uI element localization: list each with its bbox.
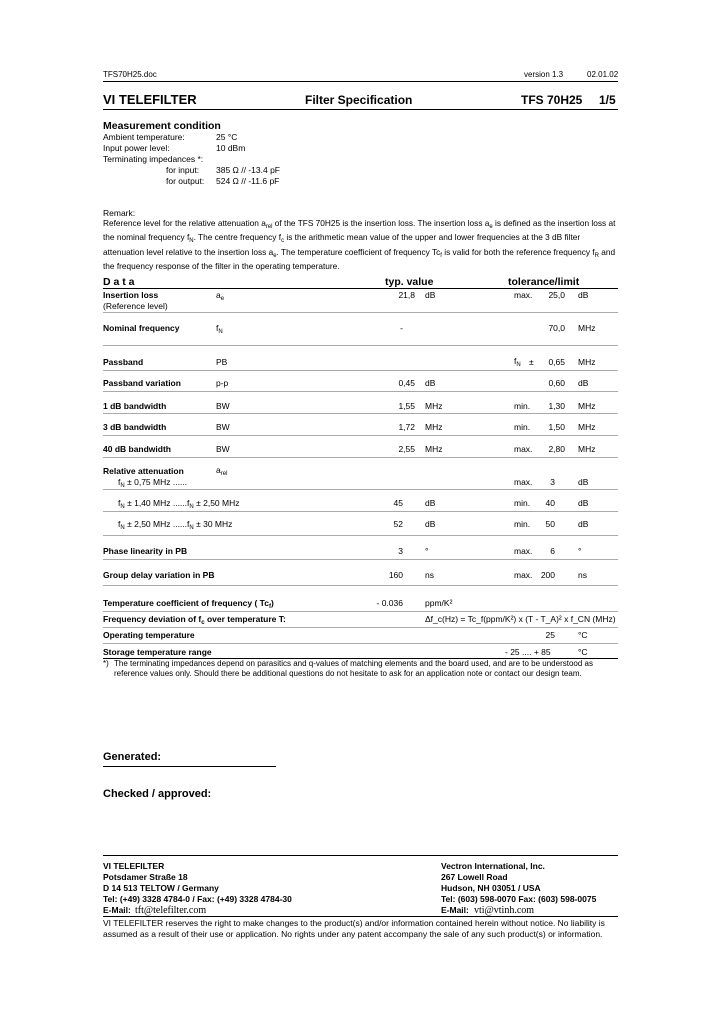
row-rule: [103, 611, 618, 612]
insertion-loss-label: Insertion loss: [103, 290, 159, 300]
passband-plusminus: ±: [529, 357, 534, 367]
remark-heading: Remark:: [103, 208, 136, 218]
footer-right-phone: Tel: (603) 598-0070 Fax: (603) 598-0075: [441, 894, 597, 904]
output-label: for output:: [166, 176, 205, 186]
bw40-lim: 2,80: [548, 444, 565, 454]
bw3-typ-unit: MHz: [425, 422, 443, 432]
passband-variation-typ-unit: dB: [425, 378, 436, 388]
phase-linearity-lim-unit: °: [578, 546, 582, 556]
row-rule: [103, 345, 618, 346]
rel-att-row-3-lim-pre: min.: [514, 519, 531, 529]
bw40-label: 40 dB bandwidth: [103, 444, 171, 454]
insertion-loss-typ: 21,8: [398, 290, 415, 300]
tempco-label: Temperature coefficient of frequency ( $Tc_f$): [103, 598, 274, 610]
version-label: version 1.3: [524, 70, 564, 79]
rel-att-row-1: $f_N \pm 0,75$ MHz ......: [118, 477, 188, 489]
passband-variation-symbol: p-p: [216, 378, 229, 388]
storage-temperature-lim: - 25 .... + 85: [505, 647, 551, 657]
bw3-label: 3 dB bandwidth: [103, 422, 167, 432]
row-rule: [103, 413, 618, 414]
power-label: Input power level:: [103, 143, 170, 153]
row-rule: [103, 585, 618, 586]
insertion-loss-symbol: $a_e$: [216, 290, 225, 302]
insertion-loss-lim-pre: max.: [514, 290, 533, 300]
rel-att-row-2-lim: 40: [545, 498, 555, 508]
bw1-label: 1 dB bandwidth: [103, 401, 167, 411]
operating-temperature-unit: °C: [578, 630, 588, 640]
group-delay-lim-pre: max.: [514, 570, 533, 580]
data-column-header: D a t a: [103, 276, 135, 288]
file-name: TFS70H25.doc: [103, 70, 157, 79]
rel-att-row-2-lim-unit: dB: [578, 498, 589, 508]
bw1-typ: 1,55: [398, 401, 415, 411]
footer-left-phone: Tel: (+49) 3328 4784-0 / Fax: (+49) 3328 4784-30: [103, 894, 292, 904]
rel-att-row-1-lim: 3: [550, 477, 555, 487]
footer-right-email-link[interactable]: vti@vtinh.com: [474, 905, 535, 916]
passband-lim: 0,65: [548, 357, 565, 367]
ambient-value: 25 °C: [216, 132, 238, 142]
row-rule: [103, 489, 618, 490]
footer-disclaimer: VI TELEFILTER reserves the right to make changes to the product(s) and/or information contained herein without notice. No liability is assumed as a result of their use or application. No rights under any patent accompany the sale of any such product(s) or information.: [103, 918, 605, 939]
generated-signature-line: [103, 766, 276, 767]
row-rule: [103, 559, 618, 560]
remark-text: Reference level for the relative attenuation $a_{rel}$ of the TFS 70H25 is the insertion loss. The insertion loss $a_e$ is defined as the insertion loss at the nominal frequency $f_N$. The centre frequency $f_c$ is the arithmetic mean value of the upper and lower frequencies at the 3 dB filter attenuation level relative to the insertion loss $a_e$. The temperature coefficient of frequency $Tc_f$ is valid for both the reference frequency $f_R$ and the frequency response of the filter in the operating temperature.: [103, 218, 616, 271]
rel-att-row-2-lim-pre: min.: [514, 498, 531, 508]
checked-label: Checked / approved:: [103, 788, 212, 800]
rel-att-row-1-lim-unit: dB: [578, 477, 589, 487]
bw1-lim: 1,30: [548, 401, 565, 411]
nominal-frequency-lim: 70,0: [548, 323, 565, 333]
phase-linearity-lim: 6: [550, 546, 555, 556]
bw1-lim-unit: MHz: [578, 401, 596, 411]
row-rule: [103, 627, 618, 628]
bw1-symbol: BW: [216, 401, 230, 411]
passband-variation-lim: 0,60: [548, 378, 565, 388]
generated-label: Generated:: [103, 751, 162, 763]
input-label: for input:: [166, 165, 200, 175]
doc-title: Filter Specification: [305, 93, 413, 107]
footer-right-company: Vectron International, Inc.: [441, 861, 545, 871]
group-delay-label: Group delay variation in PB: [103, 570, 215, 580]
rel-att-row-3-typ-unit: dB: [425, 519, 436, 529]
bw3-lim-pre: min.: [514, 422, 531, 432]
footer-left-company: VI TELEFILTER: [103, 861, 165, 871]
phase-linearity-typ-unit: °: [425, 546, 429, 556]
rel-att-row-3-typ: 52: [393, 519, 403, 529]
footer-bottom-rule: [103, 916, 618, 917]
phase-linearity-typ: 3: [398, 546, 403, 556]
bw3-typ: 1,72: [398, 422, 415, 432]
rel-att-row-2: $f_N \pm 1,40$ MHz $......f_N \pm 2,50$ MHz: [118, 498, 240, 510]
bw40-lim-unit: MHz: [578, 444, 596, 454]
footer-right-city: Hudson, NH 03051 / USA: [441, 883, 541, 893]
impedance-label: Terminating impedances *:: [103, 154, 204, 164]
nominal-frequency-symbol: $f_N$: [216, 323, 223, 335]
passband-variation-lim-unit: dB: [578, 378, 589, 388]
bw3-symbol: BW: [216, 422, 230, 432]
tempco-typ-unit: ppm/K²: [425, 598, 453, 608]
bw40-typ-unit: MHz: [425, 444, 443, 454]
passband-symbol: PB: [216, 357, 228, 367]
rel-att-row-1-lim-pre: max.: [514, 477, 533, 487]
footer-left-city: D 14 513 TELTOW / Germany: [103, 883, 219, 893]
footer-left-street: Potsdamer Straße 18: [103, 872, 188, 882]
bw40-lim-pre: max.: [514, 444, 533, 454]
passband-variation-typ: 0,45: [398, 378, 415, 388]
nominal-frequency-label: Nominal frequency: [103, 323, 180, 333]
footer-right-email-label: E-Mail:: [441, 905, 469, 915]
insertion-loss-typ-unit: dB: [425, 290, 436, 300]
rel-att-row-2-typ-unit: dB: [425, 498, 436, 508]
insertion-loss-sublabel: (Reference level): [103, 301, 168, 311]
rel-att-row-3: $f_N \pm 2,50$ MHz $......f_N \pm 30$ MHz: [118, 519, 233, 531]
bw3-lim-unit: MHz: [578, 422, 596, 432]
part-number: TFS 70H25: [521, 93, 583, 107]
group-delay-lim: 200: [540, 570, 555, 580]
operating-temperature-lim: 25: [545, 630, 555, 640]
typ-column-header: typ. value: [385, 276, 434, 288]
input-value: 385 Ω // -13.4 pF: [216, 165, 280, 175]
row-rule: [103, 312, 618, 313]
bw1-typ-unit: MHz: [425, 401, 443, 411]
bw40-typ: 2,55: [398, 444, 415, 454]
rel-att-row-3-lim-unit: dB: [578, 519, 589, 529]
footnote-text: The terminating impedances depend on parasitics and q-values of matching elements and the board used, and are to be understood as reference values only. Should there be additional questions do not hesitate to ask for an application note or contact our design team.: [114, 659, 593, 678]
row-rule: [103, 435, 618, 436]
row-rule: [103, 391, 618, 392]
freqdev-formula: Δf_c(Hz) = Tc_f(ppm/K²) x (T - T_A)² x f_CN (MHz): [425, 614, 616, 624]
group-delay-lim-unit: ns: [578, 570, 587, 580]
passband-label: Passband: [103, 357, 144, 367]
ambient-label: Ambient temperature:: [103, 132, 185, 142]
row-rule: [103, 457, 618, 458]
footnote-mark: *): [103, 659, 109, 668]
doc-date: 02.01.02: [587, 70, 619, 79]
freqdev-label: Frequency deviation of $f_c$ over temperature T:: [103, 614, 286, 626]
storage-temperature-label: Storage temperature range: [103, 647, 212, 657]
operating-temperature-label: Operating temperature: [103, 630, 195, 640]
phase-linearity-label: Phase linearity in PB: [103, 546, 188, 556]
bw1-lim-pre: min.: [514, 401, 531, 411]
bw40-symbol: BW: [216, 444, 230, 454]
footer-right-street: 267 Lowell Road: [441, 872, 508, 882]
relative-attenuation-label: Relative attenuation: [103, 466, 184, 476]
nominal-frequency-lim-unit: MHz: [578, 323, 596, 333]
passband-variation-label: Passband variation: [103, 378, 181, 388]
relative-attenuation-symbol: $a_{rel}$: [216, 465, 228, 477]
row-rule: [103, 511, 618, 512]
table-header-rule: [103, 288, 618, 289]
header-rule: [103, 81, 618, 82]
title-rule: [103, 109, 618, 110]
nominal-frequency-typ: -: [400, 323, 403, 333]
row-rule: [103, 370, 618, 371]
footer-left-email-link[interactable]: tft@telefilter.com: [135, 905, 207, 916]
row-rule: [103, 643, 618, 644]
storage-temperature-unit: °C: [578, 647, 588, 657]
power-value: 10 dBm: [216, 143, 246, 153]
bw3-lim: 1,50: [548, 422, 565, 432]
tolerance-column-header: tolerance/limit: [508, 276, 580, 288]
row-rule: [103, 535, 618, 536]
rel-att-row-3-lim: 50: [545, 519, 555, 529]
tempco-typ: - 0.036: [376, 598, 403, 608]
page-number: 1/5: [599, 93, 616, 107]
brand-title: VI TELEFILTER: [103, 92, 197, 107]
group-delay-typ: 160: [388, 570, 403, 580]
passband-lim-unit: MHz: [578, 357, 596, 367]
insertion-loss-lim: 25,0: [548, 290, 565, 300]
insertion-loss-lim-unit: dB: [578, 290, 589, 300]
group-delay-typ-unit: ns: [425, 570, 434, 580]
measurement-heading: Measurement condition: [103, 120, 221, 132]
footer-rule: [103, 855, 618, 856]
rel-att-row-2-typ: 45: [393, 498, 403, 508]
output-value: 524 Ω // -11.6 pF: [216, 176, 280, 186]
passband-fn: $f_N$: [514, 356, 521, 368]
footer-left-email-label: E-Mail:: [103, 905, 131, 915]
phase-linearity-lim-pre: max.: [514, 546, 533, 556]
